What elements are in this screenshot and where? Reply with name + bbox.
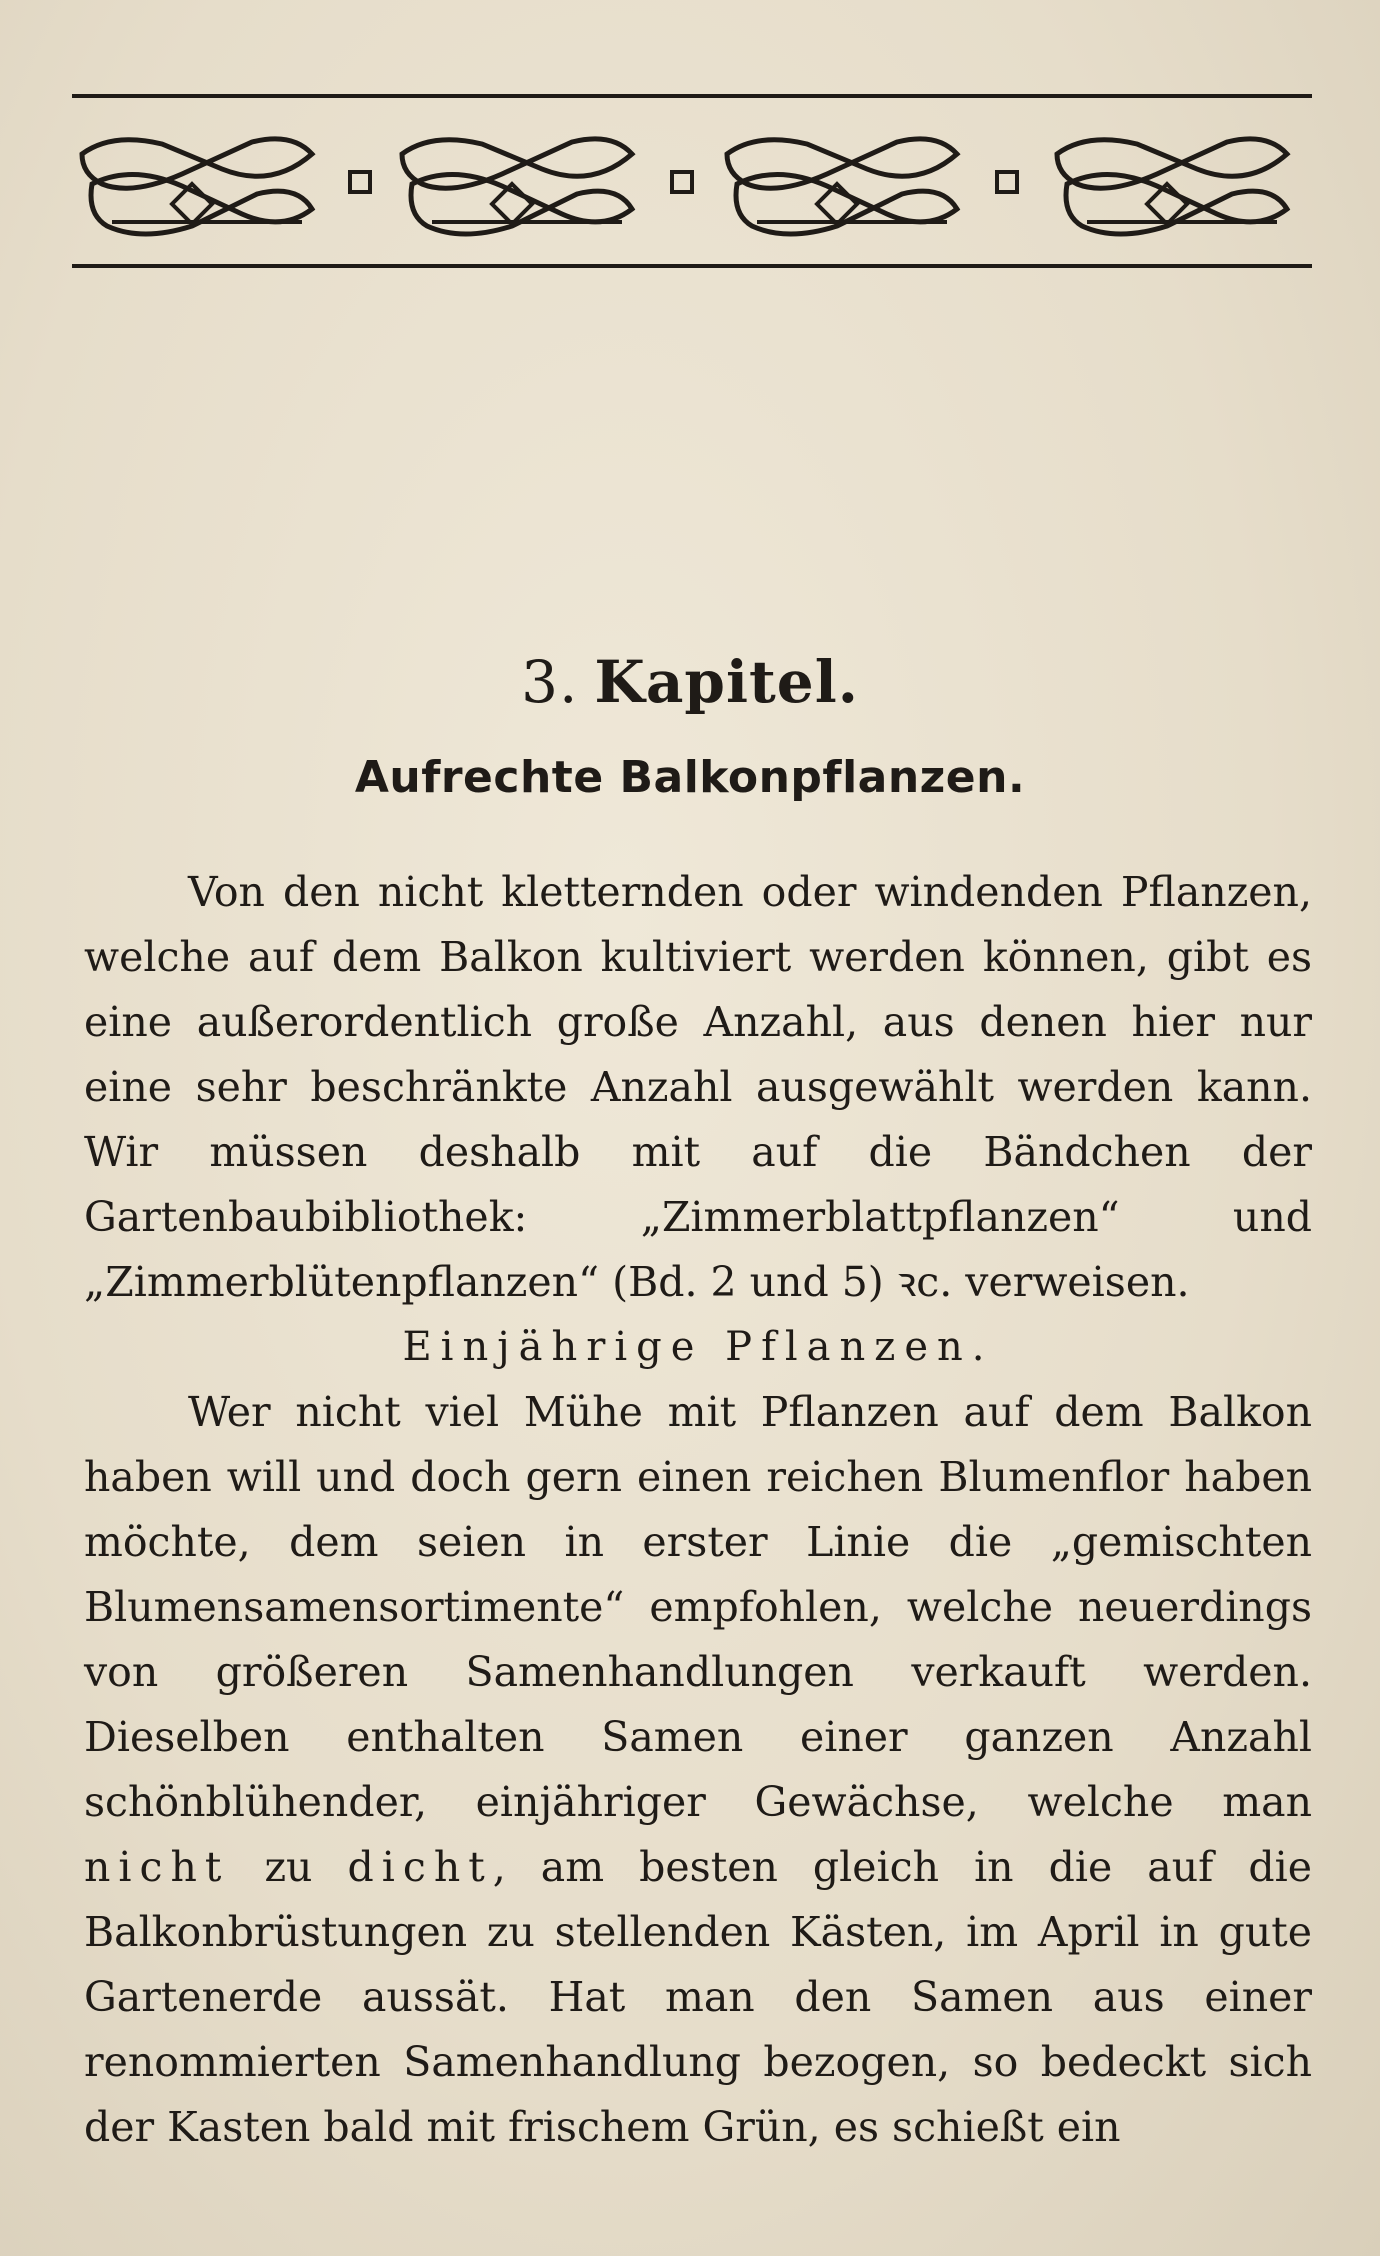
square-ornament-3: [997, 172, 1017, 192]
chapter-title: Kapitel.: [594, 648, 859, 716]
knot-ornament-4: [1057, 139, 1287, 234]
knot-ornament-1: [82, 139, 312, 234]
chapter-number: 3.: [521, 648, 579, 716]
emphasis-nicht: nicht: [84, 1843, 230, 1891]
knot-ornament-2: [402, 139, 632, 234]
ornamental-header-border: [72, 92, 1312, 272]
paragraph-2-part1: Wer nicht viel Mühe mit Pflanzen auf dem Balkon haben will und doch gern einen reichen Blumenflor haben möchte, dem seien in erster Linie die „gemischten Blumensamensortimente“ empfohlen, welche neuerdings von größeren Samenhandlungen verkauft werden. Dieselben enthalten Samen einer ganzen Anzahl schönblühender, einjähriger Gewächse, welche man: [84, 1388, 1312, 1826]
section-heading: Einjährige Pflanzen.: [402, 1324, 994, 1370]
paragraph-2: [84, 1380, 1312, 2160]
knot-ornament-3: [727, 139, 957, 234]
paragraph-2-mid: zu: [264, 1843, 313, 1891]
chapter-heading: [0, 648, 1380, 716]
square-ornament-2: [672, 172, 692, 192]
emphasis-dicht: dicht: [347, 1843, 493, 1891]
paragraph-1: Von den nicht kletternden oder windenden Pflanzen, welche auf dem Balkon kultiviert werden können, gibt es eine außerordentlich große Anzahl, aus denen hier nur eine sehr beschränkte Anzahl ausgewählt werden kann. Wir müssen deshalb mit auf die Bändchen der Gartenbaubibliothek: „Zimmerblattpflanzen“ und „Zimmerblütenpflanzen“ (Bd. 2 und 5) ꝛc. verweisen.: [84, 868, 1312, 1306]
body-text: [84, 860, 1312, 2160]
chapter-subtitle: Aufrechte Balkonpflanzen.: [354, 752, 1026, 803]
square-ornament-1: [350, 172, 370, 192]
paragraph-2-part2: , am besten gleich in die auf die Balkonbrüstungen zu stellenden Kästen, im April in gute Gartenerde aussät. Hat man den Samen aus einer renommierten Samenhandlung bezogen, so bedeckt sich der Kasten bald mit frischem Grün, es schießt ein: [84, 1843, 1312, 2151]
